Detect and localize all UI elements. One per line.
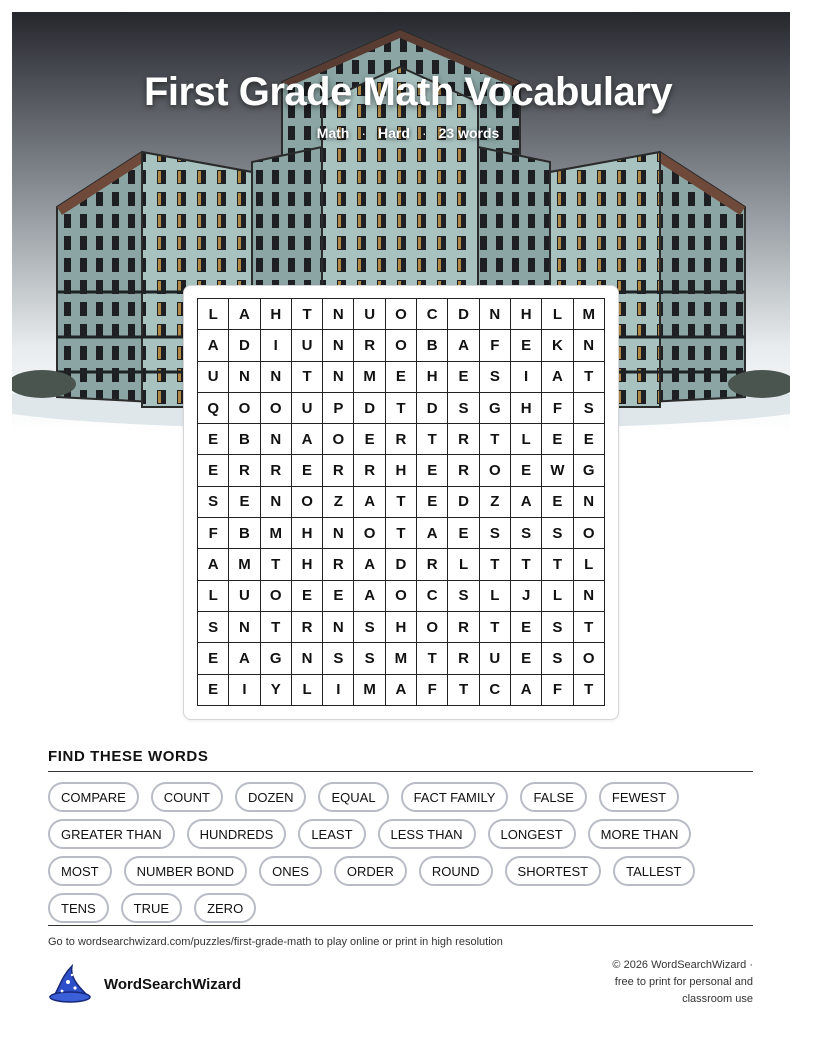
grid-cell[interactable]: E: [542, 424, 573, 455]
grid-cell[interactable]: N: [480, 299, 511, 330]
grid-cell[interactable]: N: [261, 424, 292, 455]
grid-cell[interactable]: R: [354, 330, 385, 361]
grid-cell[interactable]: B: [229, 518, 260, 549]
grid-cell[interactable]: U: [480, 643, 511, 674]
word-chip[interactable]: MORE THAN: [588, 819, 692, 849]
grid-cell[interactable]: M: [354, 675, 385, 706]
word-chip[interactable]: HUNDREDS: [187, 819, 287, 849]
grid-cell[interactable]: T: [480, 424, 511, 455]
wizard-hat-icon: [48, 964, 92, 1004]
grid-cell[interactable]: R: [323, 549, 354, 580]
grid-cell[interactable]: T: [386, 487, 417, 518]
grid-cell[interactable]: N: [261, 362, 292, 393]
grid-cell[interactable]: L: [542, 299, 573, 330]
grid-cell[interactable]: H: [261, 299, 292, 330]
grid-cell[interactable]: T: [386, 393, 417, 424]
grid-cell[interactable]: S: [574, 393, 605, 424]
grid-cell[interactable]: S: [198, 487, 229, 518]
grid-cell[interactable]: T: [511, 549, 542, 580]
grid-cell[interactable]: E: [417, 487, 448, 518]
grid-cell[interactable]: T: [480, 612, 511, 643]
grid-cell[interactable]: O: [386, 299, 417, 330]
word-chip[interactable]: SHORTEST: [505, 856, 602, 886]
grid-cell[interactable]: O: [574, 643, 605, 674]
grid-cell[interactable]: O: [354, 518, 385, 549]
grid-cell[interactable]: M: [386, 643, 417, 674]
grid-cell[interactable]: A: [354, 581, 385, 612]
grid-cell[interactable]: A: [229, 643, 260, 674]
grid-cell[interactable]: L: [448, 549, 479, 580]
grid-cell[interactable]: L: [292, 675, 323, 706]
grid-cell[interactable]: O: [261, 393, 292, 424]
word-chip[interactable]: GREATER THAN: [48, 819, 175, 849]
grid-cell[interactable]: H: [386, 612, 417, 643]
grid-cell[interactable]: D: [229, 330, 260, 361]
word-chip[interactable]: DOZEN: [235, 782, 307, 812]
copyright-line: © 2026 WordSearchWizard ·: [612, 959, 753, 971]
grid-cell[interactable]: F: [417, 675, 448, 706]
grid-cell[interactable]: N: [574, 330, 605, 361]
brand-name: WordSearchWizard: [104, 975, 242, 993]
word-count-label: 23 words: [438, 125, 500, 141]
grid-cell[interactable]: D: [386, 549, 417, 580]
grid-cell[interactable]: K: [542, 330, 573, 361]
grid-cell[interactable]: M: [574, 299, 605, 330]
grid-cell[interactable]: E: [292, 581, 323, 612]
grid-cell[interactable]: A: [229, 299, 260, 330]
grid-cell[interactable]: A: [448, 330, 479, 361]
grid-cell[interactable]: A: [354, 487, 385, 518]
grid-cell[interactable]: A: [386, 675, 417, 706]
grid-cell[interactable]: R: [323, 455, 354, 486]
grid-cell[interactable]: O: [229, 393, 260, 424]
grid-cell[interactable]: T: [261, 549, 292, 580]
word-chip[interactable]: LESS THAN: [378, 819, 476, 849]
grid-cell[interactable]: H: [292, 518, 323, 549]
brand[interactable]: [48, 964, 241, 1004]
grid-cell[interactable]: L: [511, 424, 542, 455]
grid-cell[interactable]: P: [323, 393, 354, 424]
grid-cell[interactable]: I: [229, 675, 260, 706]
grid-cell[interactable]: S: [354, 612, 385, 643]
grid-cell[interactable]: N: [323, 362, 354, 393]
grid-cell[interactable]: R: [448, 455, 479, 486]
grid-cell[interactable]: E: [511, 612, 542, 643]
grid-cell[interactable]: I: [323, 675, 354, 706]
grid-cell[interactable]: D: [417, 393, 448, 424]
grid-cell[interactable]: S: [448, 393, 479, 424]
difficulty-label: Hard: [378, 125, 410, 141]
grid-cell[interactable]: A: [198, 330, 229, 361]
grid-cell[interactable]: O: [386, 330, 417, 361]
word-row: [48, 856, 758, 886]
grid-cell[interactable]: M: [229, 549, 260, 580]
page-title: First Grade Math Vocabulary: [143, 70, 673, 114]
word-chip[interactable]: ONES: [259, 856, 322, 886]
grid-cell[interactable]: M: [261, 518, 292, 549]
word-chip[interactable]: FEWEST: [599, 782, 679, 812]
grid-cell[interactable]: G: [480, 393, 511, 424]
grid-cell[interactable]: N: [323, 612, 354, 643]
puzzle-meta: [0, 125, 816, 141]
grid-cell[interactable]: E: [292, 455, 323, 486]
grid-cell[interactable]: L: [198, 581, 229, 612]
grid-cell[interactable]: D: [354, 393, 385, 424]
word-chip[interactable]: TRUE: [121, 893, 182, 923]
grid-cell[interactable]: O: [261, 581, 292, 612]
grid-cell[interactable]: B: [417, 330, 448, 361]
word-chip[interactable]: TALLEST: [613, 856, 694, 886]
grid-cell[interactable]: H: [511, 299, 542, 330]
grid-cell[interactable]: S: [542, 612, 573, 643]
grid-cell[interactable]: T: [574, 612, 605, 643]
grid-cell[interactable]: N: [323, 299, 354, 330]
grid-cell[interactable]: I: [261, 330, 292, 361]
grid-cell[interactable]: D: [448, 299, 479, 330]
grid-cell[interactable]: L: [542, 581, 573, 612]
grid-cell[interactable]: H: [386, 455, 417, 486]
grid-cell[interactable]: D: [448, 487, 479, 518]
grid-cell[interactable]: N: [574, 487, 605, 518]
grid-cell[interactable]: M: [354, 362, 385, 393]
letter-grid: [197, 298, 605, 706]
grid-cell[interactable]: E: [448, 362, 479, 393]
word-row: [48, 782, 758, 812]
grid-cell[interactable]: O: [386, 581, 417, 612]
grid-cell[interactable]: R: [448, 643, 479, 674]
grid-cell[interactable]: U: [229, 581, 260, 612]
grid-cell[interactable]: R: [354, 455, 385, 486]
grid-cell[interactable]: L: [480, 581, 511, 612]
grid-cell[interactable]: N: [292, 643, 323, 674]
subject-label: Math: [316, 125, 350, 141]
header: [0, 70, 816, 141]
grid-cell[interactable]: C: [417, 299, 448, 330]
word-chip[interactable]: FACT FAMILY: [401, 782, 509, 812]
footer-link-text[interactable]: Go to wordsearchwizard.com/puzzles/first-grade-math to play online or print in high resolution: [48, 936, 503, 948]
grid-cell[interactable]: Y: [261, 675, 292, 706]
grid-cell[interactable]: S: [542, 518, 573, 549]
grid-cell[interactable]: N: [323, 330, 354, 361]
grid-cell[interactable]: U: [198, 362, 229, 393]
grid-cell[interactable]: O: [480, 455, 511, 486]
word-list-heading: FIND THESE WORDS: [48, 748, 209, 765]
grid-cell[interactable]: R: [229, 455, 260, 486]
grid-cell[interactable]: O: [574, 518, 605, 549]
grid-cell[interactable]: F: [542, 675, 573, 706]
word-list: [48, 782, 758, 930]
grid-cell[interactable]: N: [323, 518, 354, 549]
grid-cell[interactable]: Q: [198, 393, 229, 424]
divider: [48, 771, 753, 772]
grid-cell[interactable]: E: [198, 455, 229, 486]
copyright-notice: [583, 957, 753, 1008]
grid-cell[interactable]: E: [198, 675, 229, 706]
grid-cell[interactable]: R: [448, 612, 479, 643]
word-chip[interactable]: TENS: [48, 893, 109, 923]
word-chip[interactable]: COMPARE: [48, 782, 139, 812]
grid-cell[interactable]: H: [292, 549, 323, 580]
grid-cell[interactable]: E: [417, 455, 448, 486]
word-row: [48, 819, 758, 849]
grid-cell[interactable]: F: [198, 518, 229, 549]
grid-cell[interactable]: T: [261, 612, 292, 643]
grid-cell[interactable]: I: [511, 362, 542, 393]
grid-cell[interactable]: O: [417, 612, 448, 643]
grid-cell[interactable]: F: [480, 330, 511, 361]
grid-cell[interactable]: F: [542, 393, 573, 424]
grid-cell[interactable]: C: [417, 581, 448, 612]
word-chip[interactable]: EQUAL: [318, 782, 388, 812]
grid-cell[interactable]: S: [323, 643, 354, 674]
meta-separator: ·: [361, 125, 367, 141]
word-chip[interactable]: LONGEST: [488, 819, 576, 849]
grid-cell[interactable]: Z: [480, 487, 511, 518]
grid-cell[interactable]: U: [292, 393, 323, 424]
grid-cell[interactable]: S: [198, 612, 229, 643]
grid-cell[interactable]: U: [292, 330, 323, 361]
grid-cell[interactable]: E: [354, 424, 385, 455]
grid-cell[interactable]: A: [511, 487, 542, 518]
grid-cell[interactable]: E: [511, 455, 542, 486]
grid-cell[interactable]: W: [542, 455, 573, 486]
grid-cell[interactable]: A: [354, 549, 385, 580]
grid-cell[interactable]: E: [198, 424, 229, 455]
grid-cell[interactable]: S: [448, 581, 479, 612]
grid-cell[interactable]: S: [480, 518, 511, 549]
grid-cell[interactable]: E: [448, 518, 479, 549]
divider: [48, 925, 753, 926]
grid-cell[interactable]: T: [480, 549, 511, 580]
grid-cell[interactable]: R: [448, 424, 479, 455]
grid-cell[interactable]: O: [323, 424, 354, 455]
word-row: [48, 893, 758, 923]
grid-cell[interactable]: L: [198, 299, 229, 330]
copyright-line: free to print for personal and: [614, 976, 753, 988]
grid-cell[interactable]: R: [261, 455, 292, 486]
grid-cell[interactable]: R: [386, 424, 417, 455]
grid-cell[interactable]: Z: [323, 487, 354, 518]
grid-cell[interactable]: T: [386, 518, 417, 549]
word-chip[interactable]: ORDER: [334, 856, 407, 886]
grid-cell[interactable]: A: [198, 549, 229, 580]
grid-cell[interactable]: A: [292, 424, 323, 455]
grid-cell[interactable]: T: [417, 643, 448, 674]
grid-cell[interactable]: O: [292, 487, 323, 518]
grid-cell[interactable]: G: [574, 455, 605, 486]
meta-separator: ·: [421, 125, 427, 141]
word-chip[interactable]: LEAST: [298, 819, 365, 849]
grid-cell[interactable]: J: [511, 581, 542, 612]
grid-cell[interactable]: H: [417, 362, 448, 393]
grid-cell[interactable]: R: [417, 549, 448, 580]
grid-cell[interactable]: U: [354, 299, 385, 330]
grid-cell[interactable]: A: [542, 362, 573, 393]
grid-cell[interactable]: B: [229, 424, 260, 455]
grid-cell[interactable]: C: [480, 675, 511, 706]
grid-cell[interactable]: T: [417, 424, 448, 455]
copyright-line: classroom use: [682, 993, 753, 1005]
word-chip[interactable]: ROUND: [419, 856, 493, 886]
grid-cell[interactable]: T: [292, 362, 323, 393]
grid-cell[interactable]: S: [354, 643, 385, 674]
word-chip[interactable]: NUMBER BOND: [124, 856, 248, 886]
grid-cell[interactable]: R: [292, 612, 323, 643]
grid-cell[interactable]: N: [229, 362, 260, 393]
grid-cell[interactable]: S: [511, 518, 542, 549]
grid-cell[interactable]: N: [261, 487, 292, 518]
word-chip[interactable]: ZERO: [194, 893, 256, 923]
grid-cell[interactable]: E: [511, 643, 542, 674]
grid-cell[interactable]: E: [323, 581, 354, 612]
grid-cell[interactable]: T: [542, 549, 573, 580]
word-chip[interactable]: MOST: [48, 856, 112, 886]
grid-cell[interactable]: A: [417, 518, 448, 549]
word-chip[interactable]: COUNT: [151, 782, 223, 812]
grid-cell[interactable]: E: [229, 487, 260, 518]
grid-cell[interactable]: S: [542, 643, 573, 674]
grid-cell[interactable]: A: [511, 675, 542, 706]
grid-cell[interactable]: T: [292, 299, 323, 330]
grid-cell[interactable]: S: [480, 362, 511, 393]
grid-cell[interactable]: E: [386, 362, 417, 393]
grid-cell[interactable]: N: [574, 581, 605, 612]
grid-cell[interactable]: T: [574, 362, 605, 393]
grid-cell[interactable]: H: [511, 393, 542, 424]
grid-cell[interactable]: E: [542, 487, 573, 518]
grid-cell[interactable]: E: [574, 424, 605, 455]
grid-cell[interactable]: E: [198, 643, 229, 674]
grid-cell[interactable]: L: [574, 549, 605, 580]
grid-cell[interactable]: T: [448, 675, 479, 706]
grid-cell[interactable]: N: [229, 612, 260, 643]
word-chip[interactable]: FALSE: [520, 782, 586, 812]
grid-cell[interactable]: G: [261, 643, 292, 674]
grid-cell[interactable]: E: [511, 330, 542, 361]
grid-cell[interactable]: T: [574, 675, 605, 706]
